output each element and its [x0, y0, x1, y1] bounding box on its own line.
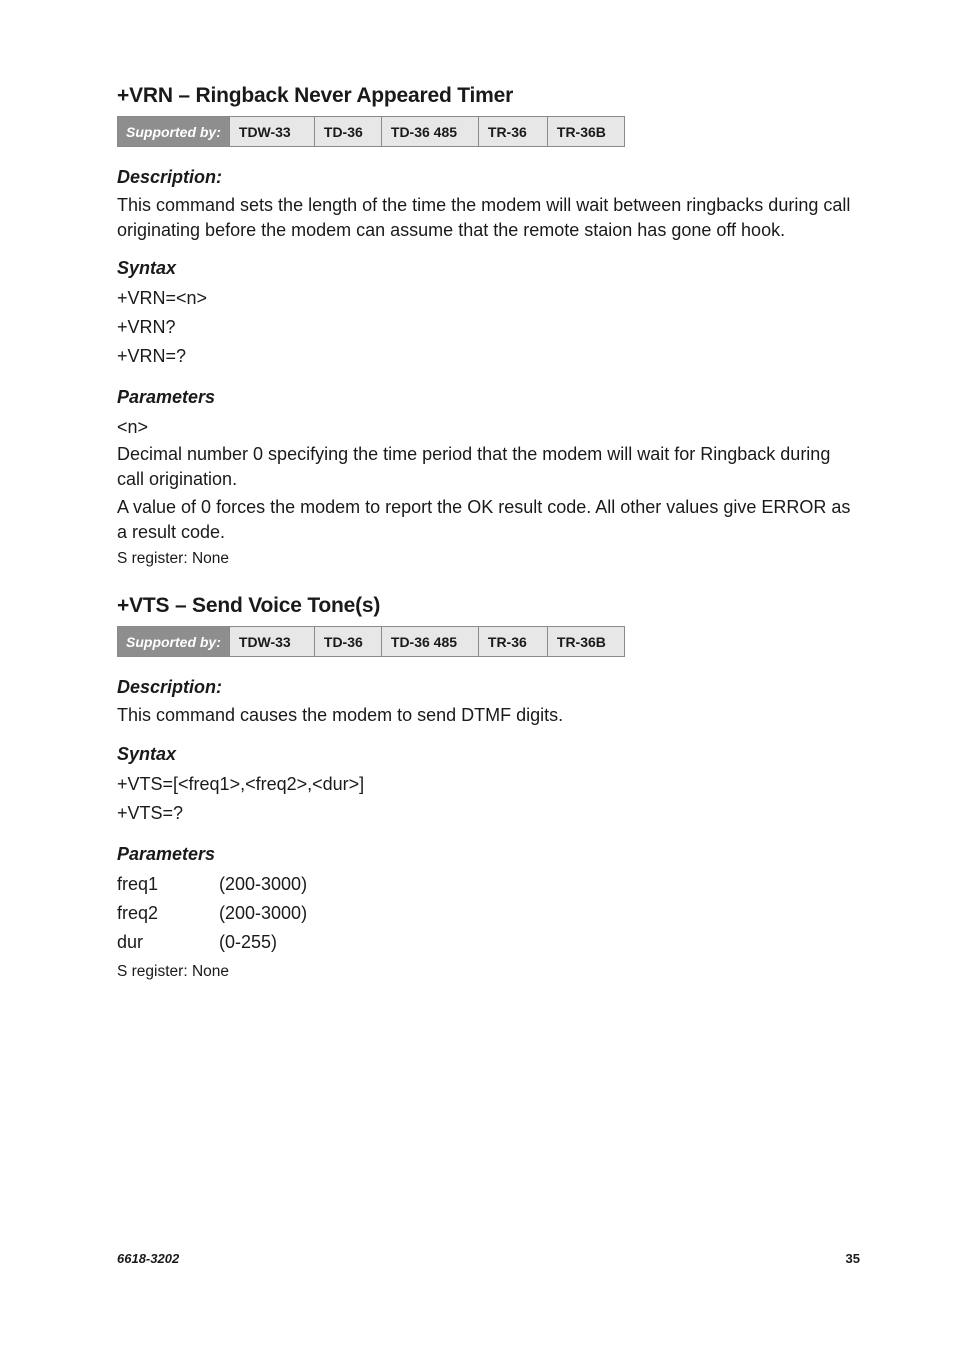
section-title: +VRN – Ringback Never Appeared Timer [117, 84, 514, 107]
parameters-block [117, 385, 862, 570]
param-name: freq1 [117, 873, 159, 894]
description-block [117, 165, 862, 242]
syntax-heading: Syntax [117, 743, 177, 764]
model-cell: TD-36 485 [381, 117, 478, 146]
model-cell: TD-36 485 [381, 627, 478, 656]
syntax-block [117, 256, 862, 371]
param-description: A value of 0 forces the modem to report the OK result code. All other values give ERROR as a result code. [117, 497, 851, 542]
parameters-heading: Parameters [117, 843, 216, 864]
supported-by-label: Supported by: [118, 117, 229, 146]
param-range: (200-3000) [219, 873, 308, 894]
param-name: dur [117, 931, 144, 952]
section-vts [117, 592, 862, 983]
param-range: (200-3000) [219, 902, 308, 923]
supported-by-table [117, 626, 625, 657]
model-cell: TR-36 [478, 117, 547, 146]
model-cell: TR-36 [478, 627, 547, 656]
syntax-block [117, 742, 862, 828]
model-cell: TDW-33 [229, 627, 314, 656]
model-cell: TD-36 [314, 117, 381, 146]
description-heading: Description: [117, 677, 223, 697]
model-cell: TDW-33 [229, 117, 314, 146]
description-text: This command causes the modem to send DTMF digits. [117, 705, 564, 725]
description-heading: Description: [117, 167, 223, 187]
param-name: freq2 [117, 902, 159, 923]
model-cell: TR-36B [547, 117, 624, 146]
param-range: (0-255) [219, 931, 278, 952]
section-vrn [117, 82, 862, 570]
document-number: 6618-3202 [117, 1251, 180, 1266]
page-number: 35 [845, 1251, 860, 1266]
parameters-block [117, 842, 862, 983]
description-block [117, 675, 862, 728]
param-row [117, 899, 862, 928]
page-content [117, 82, 862, 1005]
syntax-line: +VTS=[<freq1>,<freq2>,<dur>] [117, 773, 365, 794]
section-title: +VTS – Send Voice Tone(s) [117, 594, 381, 617]
model-cell: TD-36 [314, 627, 381, 656]
parameters-heading: Parameters [117, 387, 216, 407]
s-register-note: S register: None [117, 550, 229, 567]
model-cell: TR-36B [547, 627, 624, 656]
syntax-line: +VRN=<n> [117, 288, 208, 308]
param-description: Decimal number 0 specifying the time period that the modem will wait for Ringback during call origination. [117, 444, 831, 489]
param-name: <n> [117, 417, 149, 437]
description-text: This command sets the length of the time the modem will wait between ringbacks during call originating before the modem can assume that the remote staion has gone off hook. [117, 195, 851, 240]
syntax-line: +VTS=? [117, 802, 184, 823]
syntax-line: +VRN=? [117, 346, 187, 366]
page-footer [117, 1251, 860, 1266]
s-register-note: S register: None [117, 962, 229, 980]
param-row [117, 928, 862, 957]
param-row [117, 870, 862, 899]
syntax-line: +VRN? [117, 317, 176, 337]
syntax-heading: Syntax [117, 258, 177, 278]
supported-by-table [117, 116, 625, 147]
supported-by-label: Supported by: [118, 627, 229, 656]
